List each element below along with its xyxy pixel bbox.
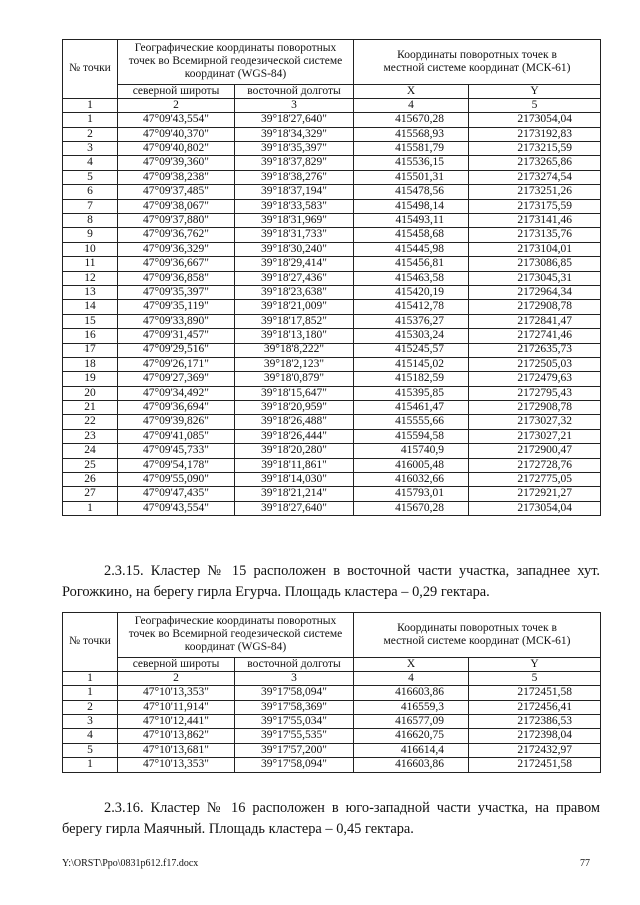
- y-cell: 2173215,59: [469, 142, 601, 156]
- x-cell: 416559,3: [354, 700, 469, 714]
- latitude-cell: 47°09'35,119": [118, 300, 235, 314]
- table-row: [63, 257, 601, 271]
- longitude-cell: 39°18'23,638": [235, 285, 354, 299]
- table-row: [63, 473, 601, 487]
- longitude-cell: 39°17'58,094": [235, 686, 354, 700]
- point-no-cell: 25: [63, 458, 118, 472]
- point-no-cell: 7: [63, 199, 118, 213]
- y-cell: 2172432,97: [469, 743, 601, 757]
- point-no-cell: 20: [63, 386, 118, 400]
- y-cell: 2172398,04: [469, 729, 601, 743]
- table-row: [63, 401, 601, 415]
- latitude-cell: 47°09'36,329": [118, 242, 235, 256]
- longitude-cell: 39°18'30,240": [235, 242, 354, 256]
- x-cell: 416005,48: [354, 458, 469, 472]
- longitude-cell: 39°18'13,180": [235, 329, 354, 343]
- longitude-cell: 39°18'11,861": [235, 458, 354, 472]
- x-cell: 416614,4: [354, 743, 469, 757]
- header-geo-coords: Географические координаты поворотных точек во Всемирной геодезической системе координат (WGS-84): [118, 613, 354, 658]
- x-cell: 415463,58: [354, 271, 469, 285]
- latitude-cell: 47°09'33,890": [118, 314, 235, 328]
- x-cell: 415458,68: [354, 228, 469, 242]
- table-row: [63, 199, 601, 213]
- table-row: [63, 715, 601, 729]
- point-no-cell: 17: [63, 343, 118, 357]
- latitude-cell: 47°10'13,681": [118, 743, 235, 757]
- table-row: [63, 357, 601, 371]
- cluster-16-description: 2.3.16. Кластер № 16 расположен в юго-западной части участка, на правом берегу гирла Маячный. Площадь кластера – 0,45 гектара.: [62, 800, 600, 837]
- column-number-cell: 5: [469, 98, 601, 112]
- column-number-cell: 3: [235, 98, 354, 112]
- latitude-cell: 47°10'12,441": [118, 715, 235, 729]
- column-number-cell: 1: [63, 98, 118, 112]
- x-cell: 415793,01: [354, 487, 469, 501]
- longitude-cell: 39°18'17,852": [235, 314, 354, 328]
- longitude-cell: 39°18'37,194": [235, 185, 354, 199]
- point-no-cell: 1: [63, 758, 118, 772]
- y-cell: 2172386,53: [469, 715, 601, 729]
- point-no-cell: 3: [63, 142, 118, 156]
- longitude-cell: 39°18'14,030": [235, 473, 354, 487]
- x-cell: 415395,85: [354, 386, 469, 400]
- y-cell: 2172728,76: [469, 458, 601, 472]
- x-cell: 415412,78: [354, 300, 469, 314]
- longitude-cell: 39°18'38,276": [235, 170, 354, 184]
- column-number-cell: 3: [235, 671, 354, 685]
- y-cell: 2173027,32: [469, 415, 601, 429]
- point-no-cell: 1: [63, 501, 118, 515]
- latitude-cell: 47°09'27,369": [118, 372, 235, 386]
- y-cell: 2173175,59: [469, 199, 601, 213]
- longitude-cell: 39°18'2,123": [235, 357, 354, 371]
- point-no-cell: 1: [63, 113, 118, 127]
- y-cell: 2173054,04: [469, 113, 601, 127]
- latitude-cell: 47°09'43,554": [118, 501, 235, 515]
- table-row: [63, 729, 601, 743]
- table-row: [63, 743, 601, 757]
- table-row: [63, 700, 601, 714]
- header-local-coords: Координаты поворотных точек в местной системе координат (МСК-61): [354, 40, 601, 85]
- cluster-15-description: 2.3.15. Кластер № 15 расположен в восточной части участка, западнее хут. Рогожкино, на берегу гирла Егурча. Площадь кластера – 0,29 гектара.: [62, 563, 600, 600]
- point-no-cell: 27: [63, 487, 118, 501]
- point-no-cell: 19: [63, 372, 118, 386]
- column-number-cell: 2: [118, 98, 235, 112]
- longitude-cell: 39°18'31,969": [235, 214, 354, 228]
- longitude-cell: 39°18'27,436": [235, 271, 354, 285]
- longitude-cell: 39°17'55,034": [235, 715, 354, 729]
- x-cell: 416577,09: [354, 715, 469, 729]
- header-y: Y: [469, 657, 601, 671]
- table-row: [63, 271, 601, 285]
- point-no-cell: 10: [63, 242, 118, 256]
- table-row: [63, 170, 601, 184]
- column-number-cell: 4: [354, 671, 469, 685]
- table-row: [63, 343, 601, 357]
- y-cell: 2172741,46: [469, 329, 601, 343]
- y-cell: 2173054,04: [469, 501, 601, 515]
- point-no-cell: 15: [63, 314, 118, 328]
- footer-page-number: 77: [580, 858, 590, 869]
- footer-file-path: Y:\ORST\Ppo\0831p612.f17.docx: [62, 858, 199, 869]
- x-cell: 415568,93: [354, 127, 469, 141]
- longitude-cell: 39°18'29,414": [235, 257, 354, 271]
- latitude-cell: 47°09'36,694": [118, 401, 235, 415]
- y-cell: 2172451,58: [469, 686, 601, 700]
- longitude-cell: 39°18'26,444": [235, 429, 354, 443]
- header-geo-coords: Географические координаты поворотных точек во Всемирной геодезической системе координат (WGS-84): [118, 40, 354, 85]
- x-cell: 415555,66: [354, 415, 469, 429]
- y-cell: 2172795,43: [469, 386, 601, 400]
- x-cell: 415670,28: [354, 113, 469, 127]
- point-no-cell: 23: [63, 429, 118, 443]
- header-point-no: № точки: [63, 613, 118, 672]
- x-cell: 416032,66: [354, 473, 469, 487]
- latitude-cell: 47°09'39,826": [118, 415, 235, 429]
- latitude-cell: 47°09'55,090": [118, 473, 235, 487]
- longitude-cell: 39°18'21,214": [235, 487, 354, 501]
- x-cell: 415493,11: [354, 214, 469, 228]
- y-cell: 2173265,86: [469, 156, 601, 170]
- longitude-cell: 39°18'31,733": [235, 228, 354, 242]
- x-cell: 415456,81: [354, 257, 469, 271]
- column-number-row: [63, 98, 601, 112]
- point-no-cell: 8: [63, 214, 118, 228]
- latitude-cell: 47°09'43,554": [118, 113, 235, 127]
- y-cell: 2172964,34: [469, 285, 601, 299]
- point-no-cell: 16: [63, 329, 118, 343]
- longitude-cell: 39°18'27,640": [235, 113, 354, 127]
- table-row: [63, 285, 601, 299]
- latitude-cell: 47°09'34,492": [118, 386, 235, 400]
- latitude-cell: 47°09'38,238": [118, 170, 235, 184]
- point-no-cell: 26: [63, 473, 118, 487]
- header-point-no: № точки: [63, 40, 118, 99]
- longitude-cell: 39°18'15,647": [235, 386, 354, 400]
- y-cell: 2173104,01: [469, 242, 601, 256]
- header-x: X: [354, 84, 469, 98]
- latitude-cell: 47°09'40,802": [118, 142, 235, 156]
- latitude-cell: 47°09'41,085": [118, 429, 235, 443]
- x-cell: 415478,56: [354, 185, 469, 199]
- table-row: [63, 228, 601, 242]
- point-no-cell: 4: [63, 156, 118, 170]
- y-cell: 2172451,58: [469, 758, 601, 772]
- y-cell: 2172900,47: [469, 444, 601, 458]
- latitude-cell: 47°09'36,858": [118, 271, 235, 285]
- longitude-cell: 39°18'20,280": [235, 444, 354, 458]
- table-row: [63, 242, 601, 256]
- y-cell: 2173141,46: [469, 214, 601, 228]
- table-row: [63, 386, 601, 400]
- point-no-cell: 2: [63, 127, 118, 141]
- longitude-cell: 39°17'58,369": [235, 700, 354, 714]
- header-east-lon: восточной долготы: [235, 657, 354, 671]
- column-number-cell: 1: [63, 671, 118, 685]
- latitude-cell: 47°10'11,914": [118, 700, 235, 714]
- point-no-cell: 5: [63, 743, 118, 757]
- y-cell: 2173086,85: [469, 257, 601, 271]
- table-row: [63, 214, 601, 228]
- table-row: [63, 329, 601, 343]
- latitude-cell: 47°09'31,457": [118, 329, 235, 343]
- longitude-cell: 39°18'37,829": [235, 156, 354, 170]
- y-cell: 2172921,27: [469, 487, 601, 501]
- x-cell: 415498,14: [354, 199, 469, 213]
- y-cell: 2172908,78: [469, 401, 601, 415]
- point-no-cell: 11: [63, 257, 118, 271]
- y-cell: 2173192,83: [469, 127, 601, 141]
- x-cell: 415501,31: [354, 170, 469, 184]
- table-row: [63, 487, 601, 501]
- longitude-cell: 39°18'8,222": [235, 343, 354, 357]
- table-row: [63, 300, 601, 314]
- latitude-cell: 47°10'13,862": [118, 729, 235, 743]
- y-cell: 2173135,76: [469, 228, 601, 242]
- point-no-cell: 3: [63, 715, 118, 729]
- longitude-cell: 39°17'58,094": [235, 758, 354, 772]
- column-number-cell: 2: [118, 671, 235, 685]
- table-row: [63, 156, 601, 170]
- x-cell: 416603,86: [354, 758, 469, 772]
- latitude-cell: 47°09'39,360": [118, 156, 235, 170]
- y-cell: 2173251,26: [469, 185, 601, 199]
- x-cell: 415594,58: [354, 429, 469, 443]
- table-row: [63, 127, 601, 141]
- longitude-cell: 39°18'33,583": [235, 199, 354, 213]
- latitude-cell: 47°10'13,353": [118, 758, 235, 772]
- header-east-lon: восточной долготы: [235, 84, 354, 98]
- longitude-cell: 39°18'27,640": [235, 501, 354, 515]
- table-row: [63, 686, 601, 700]
- y-cell: 2173274,54: [469, 170, 601, 184]
- x-cell: 415245,57: [354, 343, 469, 357]
- longitude-cell: 39°18'0,879": [235, 372, 354, 386]
- y-cell: 2172505,03: [469, 357, 601, 371]
- column-number-cell: 4: [354, 98, 469, 112]
- point-no-cell: 24: [63, 444, 118, 458]
- point-no-cell: 18: [63, 357, 118, 371]
- point-no-cell: 9: [63, 228, 118, 242]
- longitude-cell: 39°18'35,397": [235, 142, 354, 156]
- y-cell: 2173027,21: [469, 429, 601, 443]
- point-no-cell: 22: [63, 415, 118, 429]
- column-number-cell: 5: [469, 671, 601, 685]
- latitude-cell: 47°09'26,171": [118, 357, 235, 371]
- y-cell: 2172841,47: [469, 314, 601, 328]
- x-cell: 415445,98: [354, 242, 469, 256]
- point-no-cell: 4: [63, 729, 118, 743]
- point-no-cell: 14: [63, 300, 118, 314]
- longitude-cell: 39°18'20,959": [235, 401, 354, 415]
- y-cell: 2172635,73: [469, 343, 601, 357]
- table-row: [63, 458, 601, 472]
- latitude-cell: 47°09'37,485": [118, 185, 235, 199]
- latitude-cell: 47°09'36,667": [118, 257, 235, 271]
- longitude-cell: 39°17'57,200": [235, 743, 354, 757]
- table-row: [63, 372, 601, 386]
- x-cell: 415581,79: [354, 142, 469, 156]
- point-no-cell: 6: [63, 185, 118, 199]
- table-row: [63, 142, 601, 156]
- table-row: [63, 113, 601, 127]
- coordinates-table-cluster-15: [62, 612, 601, 773]
- table-row: [63, 415, 601, 429]
- latitude-cell: 47°09'36,762": [118, 228, 235, 242]
- point-no-cell: 21: [63, 401, 118, 415]
- coordinates-table-cluster-14: [62, 39, 601, 516]
- y-cell: 2172479,63: [469, 372, 601, 386]
- header-north-lat: северной широты: [118, 657, 235, 671]
- longitude-cell: 39°18'26,488": [235, 415, 354, 429]
- latitude-cell: 47°10'13,353": [118, 686, 235, 700]
- latitude-cell: 47°09'35,397": [118, 285, 235, 299]
- x-cell: 415536,15: [354, 156, 469, 170]
- x-cell: 415420,19: [354, 285, 469, 299]
- x-cell: 415303,24: [354, 329, 469, 343]
- header-x: X: [354, 657, 469, 671]
- table-row: [63, 185, 601, 199]
- longitude-cell: 39°17'55,535": [235, 729, 354, 743]
- x-cell: 415145,02: [354, 357, 469, 371]
- table-row: [63, 429, 601, 443]
- x-cell: 415461,47: [354, 401, 469, 415]
- longitude-cell: 39°18'34,329": [235, 127, 354, 141]
- x-cell: 415182,59: [354, 372, 469, 386]
- x-cell: 415376,27: [354, 314, 469, 328]
- table-row: [63, 501, 601, 515]
- header-local-coords: Координаты поворотных точек в местной системе координат (МСК-61): [354, 613, 601, 658]
- x-cell: 416603,86: [354, 686, 469, 700]
- column-number-row: [63, 671, 601, 685]
- point-no-cell: 5: [63, 170, 118, 184]
- table-row: [63, 444, 601, 458]
- y-cell: 2172775,05: [469, 473, 601, 487]
- latitude-cell: 47°09'29,516": [118, 343, 235, 357]
- table-row: [63, 758, 601, 772]
- x-cell: 415740,9: [354, 444, 469, 458]
- x-cell: 416620,75: [354, 729, 469, 743]
- point-no-cell: 12: [63, 271, 118, 285]
- x-cell: 415670,28: [354, 501, 469, 515]
- latitude-cell: 47°09'54,178": [118, 458, 235, 472]
- point-no-cell: 13: [63, 285, 118, 299]
- longitude-cell: 39°18'21,009": [235, 300, 354, 314]
- y-cell: 2172456,41: [469, 700, 601, 714]
- latitude-cell: 47°09'47,435": [118, 487, 235, 501]
- latitude-cell: 47°09'40,370": [118, 127, 235, 141]
- y-cell: 2173045,31: [469, 271, 601, 285]
- latitude-cell: 47°09'38,067": [118, 199, 235, 213]
- header-y: Y: [469, 84, 601, 98]
- latitude-cell: 47°09'37,880": [118, 214, 235, 228]
- point-no-cell: 1: [63, 686, 118, 700]
- table-row: [63, 314, 601, 328]
- header-north-lat: северной широты: [118, 84, 235, 98]
- latitude-cell: 47°09'45,733": [118, 444, 235, 458]
- y-cell: 2172908,78: [469, 300, 601, 314]
- point-no-cell: 2: [63, 700, 118, 714]
